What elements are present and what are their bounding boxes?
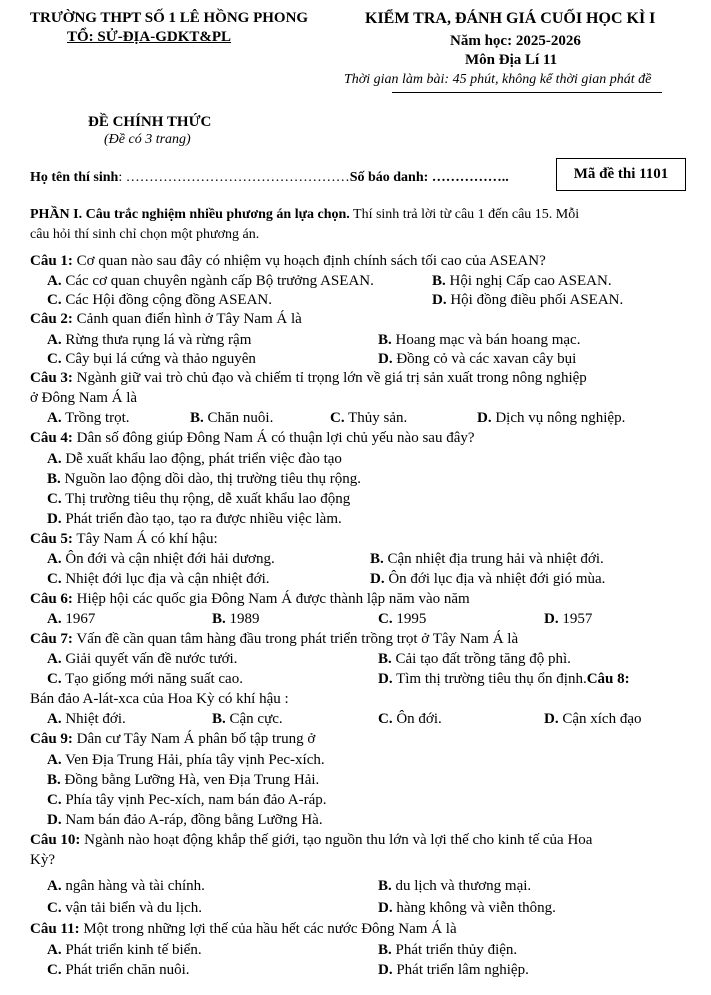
q8-option-d [544,711,642,728]
option-letter: C. [47,351,62,367]
q8-option-a [47,711,126,728]
option-text: Phát triển lâm nghiệp. [396,962,529,978]
question-text: Dân cư Tây Nam Á phân bố tập trung ở [72,731,316,747]
part1-instruction: Thí sinh trả lời từ câu 1 đến câu 15. Mỗi [349,207,580,222]
candidate-id-label: Số báo danh: [349,170,432,185]
option-letter: D. [47,812,62,828]
q11-option-b [378,942,517,959]
option-letter: A. [47,942,62,958]
option-text: Rừng thưa rụng lá và rừng rậm [65,332,252,348]
question-label: Câu 11: [30,921,80,937]
option-text: 1957 [562,611,593,627]
time-note: Thời gian làm bài: 45 phút, không kể thời gian phát đề [344,72,652,87]
question-8-text: Bán đảo A-lát-xca của Hoa Kỳ có khí hậu : [30,691,289,707]
question-6 [30,591,470,608]
q8-option-c [378,711,442,728]
q10-option-c [47,900,202,917]
q7-option-d [378,671,630,688]
option-text: Phát triển thủy điện. [395,942,518,958]
option-text: Hội đồng điều phối ASEAN. [450,292,624,308]
option-letter: B. [370,551,384,567]
option-letter: A. [47,611,62,627]
q11-option-a [47,942,202,959]
option-text: 1989 [229,611,260,627]
question-label: Câu 5: [30,531,73,547]
option-text: 1995 [396,611,427,627]
option-text: Nam bán đảo A-ráp, đồng bằng Lưỡng Hà. [65,812,323,828]
candidate-name-dots: : ………………………………………… [118,170,350,185]
q2-option-a [47,332,251,349]
q1-option-a [47,273,374,290]
option-text: Tìm thị trường tiêu thụ ổn định. [396,671,587,687]
q3-option-c [330,410,407,427]
option-text: Ven Địa Trung Hải, phía tây vịnh Pec-xích. [65,752,325,768]
page-count: (Đề có 3 trang) [104,132,191,147]
question-text: Ngành giữ vai trò chủ đạo và chiếm tỉ trọng lớn về giá trị sản xuất trong nông nghiệp [72,370,587,386]
option-letter: C. [47,900,62,916]
official-title: ĐỀ CHÍNH THỨC [88,114,212,130]
option-text: hàng không và viễn thông. [396,900,556,916]
option-text: Các Hội đồng cộng đồng ASEAN. [65,292,272,308]
option-letter: B. [432,273,446,289]
q2-option-b [378,332,580,349]
option-text: vận tải biển và du lịch. [65,900,202,916]
q3-option-b [190,410,273,427]
q10-option-a [47,878,205,895]
q11-option-c [47,962,189,979]
q9-option-b [47,772,319,789]
option-text: Phát triển đào tạo, tạo ra được nhiều việc làm. [65,511,342,527]
option-text: Dịch vụ nông nghiệp. [495,410,626,426]
option-text: Nhiệt đới lục địa và cận nhiệt đới. [65,571,270,587]
option-text: 1967 [65,611,96,627]
option-text: Tạo giống mới năng suất cao. [65,671,243,687]
question-text: Dân số đông giúp Đông Nam Á có thuận lợi chủ yếu nào sau đây? [72,430,475,446]
school-name: TRƯỜNG THPT SỐ 1 LÊ HỒNG PHONG [30,10,309,26]
q9-option-a [47,752,325,769]
option-letter: D. [378,900,393,916]
candidate-name-label: Họ tên thí sinh [30,170,119,185]
q1-option-b [432,273,612,290]
question-1 [30,253,546,270]
question-10 [30,832,592,849]
q5-option-d [370,571,605,588]
exam-title: KIỂM TRA, ĐÁNH GIÁ CUỐI HỌC KÌ I [365,10,656,27]
q7-option-a [47,651,237,668]
option-text: Thị trường tiêu thụ rộng, dễ xuất khẩu lao động [65,491,351,507]
option-letter: D. [544,611,559,627]
option-letter: A. [47,273,62,289]
question-11 [30,921,457,938]
question-3-cont: ở Đông Nam Á là [30,390,138,406]
option-text: Nhiệt đới. [65,711,126,727]
option-letter: C. [330,410,345,426]
q11-option-d [378,962,529,979]
option-letter: B. [378,332,392,348]
option-text: Hội nghị Cấp cao ASEAN. [449,273,612,289]
q9-option-c [47,792,327,809]
option-letter: A. [47,651,62,667]
option-text: Cận xích đạo [562,711,642,727]
option-letter: C. [378,611,393,627]
question-text: Tây Nam Á có khí hậu: [72,531,218,547]
question-10-cont: Kỳ? [30,852,55,868]
option-text: Giải quyết vấn đề nước tưới. [65,651,238,667]
option-letter: C. [47,792,62,808]
option-letter: B. [212,611,226,627]
q4-option-c [47,491,350,508]
question-7 [30,631,518,648]
question-label: Câu 4: [30,430,73,446]
q2-option-d [378,351,576,368]
question-5 [30,531,218,548]
department-name: TỔ: SỬ-ĐỊA-GDKT&PL [67,29,232,45]
question-text: Ngành nào hoạt động khắp thế giới, tạo nguồn thu lớn và lợi thế cho kinh tế của Hoa [80,832,593,848]
option-letter: A. [47,878,62,894]
question-2 [30,311,302,328]
question-text: Một trong những lợi thế của hầu hết các nước Đông Nam Á là [79,921,457,937]
option-letter: C. [378,711,393,727]
option-letter: C. [47,962,62,978]
option-text: Phát triển chăn nuôi. [65,962,190,978]
candidate-name-row [30,170,509,186]
question-text: Hiệp hội các quốc gia Đông Nam Á được thành lập năm vào năm [72,591,470,607]
question-8-label: Câu 8: [586,671,630,687]
q3-option-a [47,410,130,427]
option-text: du lịch và thương mại. [395,878,532,894]
q4-option-d [47,511,342,528]
q10-option-b [378,878,531,895]
option-letter: D. [370,571,385,587]
option-letter: B. [378,651,392,667]
candidate-id-dots: …………….. [431,170,509,185]
q8-option-b [212,711,283,728]
question-label: Câu 2: [30,311,73,327]
option-letter: D. [477,410,492,426]
question-label: Câu 3: [30,370,73,386]
question-4 [30,430,475,447]
question-label: Câu 10: [30,832,81,848]
option-letter: B. [212,711,226,727]
q1-option-d [432,292,623,309]
q6-option-a [47,611,95,628]
question-text: Cảnh quan điển hình ở Tây Nam Á là [72,311,302,327]
q3-option-d [477,410,625,427]
option-letter: D. [544,711,559,727]
q5-option-c [47,571,269,588]
q9-option-d [47,812,323,829]
question-label: Câu 7: [30,631,73,647]
subject: Môn Địa Lí 11 [465,52,558,68]
option-letter: D. [47,511,62,527]
q4-option-b [47,471,361,488]
option-letter: A. [47,551,62,567]
q10-option-d [378,900,556,917]
q6-option-d [544,611,592,628]
school-year: Năm học: 2025-2026 [450,33,581,49]
part1-title: PHẦN I. Câu trắc nghiệm nhiều phương án lựa chọn. [30,207,350,222]
option-letter: B. [47,471,61,487]
option-text: Dễ xuất khẩu lao động, phát triển việc đào tạo [65,451,342,467]
question-3 [30,370,587,387]
q2-option-c [47,351,256,368]
option-letter: D. [378,351,393,367]
question-text: Cơ quan nào sau đây có nhiệm vụ hoạch định chính sách tối cao của ASEAN? [72,253,546,269]
option-text: Cận nhiệt địa trung hải và nhiệt đới. [387,551,604,567]
q7-option-b [378,651,571,668]
option-text: Đồng bằng Lưỡng Hà, ven Địa Trung Hải. [64,772,320,788]
option-letter: C. [47,491,62,507]
q5-option-b [370,551,604,568]
part1-heading [30,207,579,223]
question-label: Câu 6: [30,591,73,607]
q6-option-c [378,611,426,628]
q4-option-a [47,451,342,468]
question-label: Câu 9: [30,731,73,747]
option-letter: A. [47,711,62,727]
option-text: Đồng cỏ và các xavan cây bụi [396,351,577,367]
option-text: Cải tạo đất trồng tăng độ phì. [395,651,571,667]
option-text: Thủy sản. [348,410,408,426]
option-letter: B. [378,942,392,958]
option-text: Phát triển kinh tế biển. [65,942,202,958]
option-text: Trồng trọt. [65,410,130,426]
question-text: Vấn đề cần quan tâm hàng đầu trong phát triển trồng trọt ở Tây Nam Á là [72,631,519,647]
option-letter: A. [47,410,62,426]
question-label: Câu 1: [30,253,73,269]
option-letter: B. [378,878,392,894]
option-text: Nguồn lao động dồi dào, thị trường tiêu thụ rộng. [64,471,361,487]
part1-instruction-cont: câu hỏi thí sinh chỉ chọn một phương án. [30,227,260,242]
option-text: Ôn đới lục địa và nhiệt đới gió mùa. [388,571,606,587]
option-text: Ôn đới. [396,711,442,727]
option-letter: A. [47,752,62,768]
option-letter: D. [378,962,393,978]
option-letter: A. [47,451,62,467]
option-text: Hoang mạc và bán hoang mạc. [395,332,581,348]
option-letter: A. [47,332,62,348]
option-text: Phía tây vịnh Pec-xích, nam bán đảo A-ráp. [65,792,327,808]
q5-option-a [47,551,275,568]
q6-option-b [212,611,260,628]
q7-option-c [47,671,243,688]
option-text: Các cơ quan chuyên ngành cấp Bộ trưởng ASEAN. [65,273,374,289]
header-rule [392,92,662,93]
option-letter: D. [378,671,393,687]
option-letter: B. [47,772,61,788]
option-letter: C. [47,671,62,687]
option-letter: D. [432,292,447,308]
exam-code-box: Mã đề thi 1101 [556,158,686,191]
option-text: Cận cực. [229,711,283,727]
q1-option-c [47,292,272,309]
option-text: Cây bụi lá cứng và thảo nguyên [65,351,256,367]
option-letter: C. [47,571,62,587]
option-text: ngân hàng và tài chính. [65,878,205,894]
question-9 [30,731,315,748]
option-text: Ôn đới và cận nhiệt đới hải dương. [65,551,275,567]
option-letter: C. [47,292,62,308]
option-text: Chăn nuôi. [207,410,274,426]
option-letter: B. [190,410,204,426]
